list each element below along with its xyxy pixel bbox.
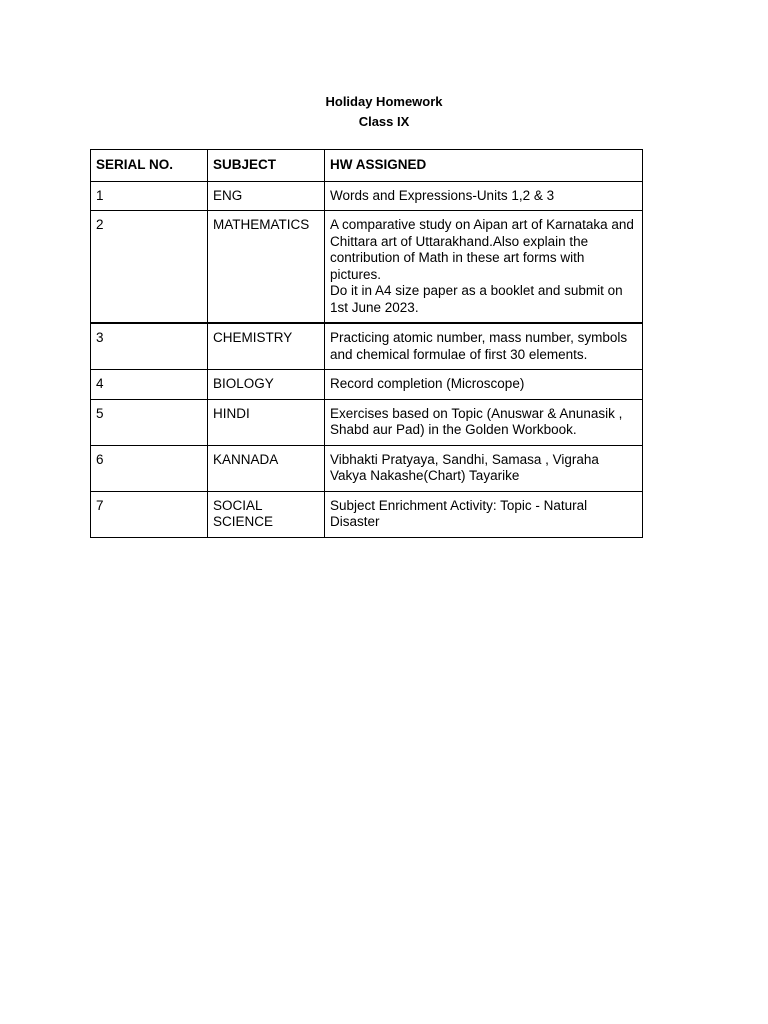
document-title: Holiday Homework — [325, 94, 443, 109]
serial-cell: 7 — [91, 491, 208, 537]
subject-text: HINDI — [213, 405, 250, 421]
homework-table — [90, 149, 643, 538]
table-header-row — [91, 150, 643, 182]
subject-text: ENG — [213, 187, 243, 203]
subject-text: SCIENCE — [213, 514, 274, 529]
table-row — [91, 399, 643, 445]
serial-cell: 5 — [91, 399, 208, 445]
serial-cell: 6 — [91, 445, 208, 491]
hw-cell — [325, 399, 643, 445]
hw-text: Exercises based on Topic (Anuswar & Anunasik , Shabd aur Pad) in the Golden Workbook. — [330, 405, 623, 437]
subject-text: BIOLOGY — [213, 376, 274, 391]
table-row — [91, 181, 643, 211]
table-row — [91, 323, 643, 370]
table-row — [91, 491, 643, 537]
hw-text: Subject Enrichment Activity: Topic - Natural Disaster — [330, 497, 588, 529]
serial-cell: 1 — [91, 181, 208, 211]
document-header — [0, 92, 768, 132]
hw-text: Practicing atomic number, mass number, symbols and chemical formulae of first 30 elements. — [330, 330, 628, 362]
serial-cell: 2 — [91, 211, 208, 324]
hw-cell — [325, 370, 643, 400]
subject-cell — [208, 211, 325, 324]
serial-cell: 4 — [91, 370, 208, 400]
column-header-serial: SERIAL NO. — [91, 150, 208, 182]
hw-cell — [325, 211, 643, 324]
serial-cell: 3 — [91, 323, 208, 370]
subject-text: MATHEMATICS — [213, 217, 310, 232]
subject-cell — [208, 323, 325, 370]
subject-cell — [208, 491, 325, 537]
subject-cell — [208, 445, 325, 491]
subject-cell — [208, 399, 325, 445]
subject-text: CHEMISTRY — [213, 330, 293, 345]
table-row — [91, 370, 643, 400]
hw-text: A comparative study on Aipan art of Karnataka and Chittara art of Uttarakhand.Also explain the contribution of Math in these art forms with pictures. — [330, 217, 634, 282]
column-header-subject: SUBJECT — [208, 150, 325, 182]
hw-text: Record completion (Microscope) — [330, 376, 525, 391]
subject-text: SOCIAL — [213, 497, 263, 513]
hw-text: Do it in A4 size paper as a booklet and submit on 1st June 2023. — [330, 283, 623, 315]
subject-text: KANNADA — [213, 451, 279, 467]
hw-cell — [325, 181, 643, 211]
hw-text: Vibhakti Pratyaya, Sandhi, Samasa , Vigraha Vakya Nakashe(Chart) Tayarike — [330, 451, 599, 483]
subject-cell — [208, 181, 325, 211]
hw-cell — [325, 491, 643, 537]
class-label: Class IX — [358, 114, 410, 129]
hw-cell — [325, 323, 643, 370]
table-row — [91, 445, 643, 491]
table-row — [91, 211, 643, 324]
subject-cell — [208, 370, 325, 400]
column-header-hw-assigned: HW ASSIGNED — [325, 150, 643, 182]
hw-text: Words and Expressions-Units 1,2 & 3 — [330, 187, 555, 203]
hw-cell — [325, 445, 643, 491]
